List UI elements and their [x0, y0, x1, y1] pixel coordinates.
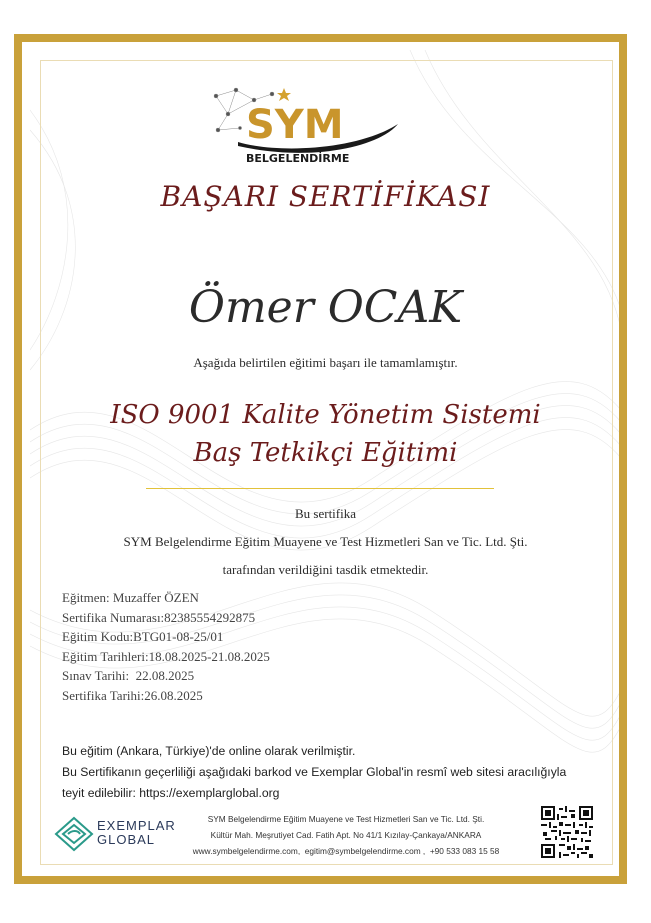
certificate-number: Sertifika Numarası:82385554292875 — [62, 609, 256, 625]
online-line-2: Bu Sertifikanın geçerliliği aşağıdaki barkod ve Exemplar Global'in resmî web sitesi aracılığıyla — [62, 765, 567, 779]
sym-belgelendirme-logo — [208, 84, 408, 168]
certification-line-3: tarafından verildiğini tasdik etmektedir. — [222, 562, 429, 577]
certificate-date: Sertifika Tarihi:26.08.2025 — [62, 687, 203, 703]
certification-line-1: Bu sertifika — [294, 506, 356, 521]
training-code: Eğitim Kodu:BTG01-08-25/01 — [62, 629, 224, 644]
online-verification-note — [62, 741, 602, 804]
completion-statement: Aşağıda belirtilen eğitimi başarı ile tamamlamıştır. — [193, 355, 458, 370]
course-title-line-1: ISO 9001 Kalite Yönetim Sistemi — [110, 400, 541, 430]
exam-date: Sınav Tarihi: 22.08.2025 — [62, 668, 195, 683]
footer-company: SYM Belgelendirme Eğitim Muayene ve Test Hizmetleri San ve Tic. Ltd. Şti. — [207, 814, 485, 824]
exemplar-global-logo-icon — [54, 816, 94, 852]
online-line-3: teyit edilebilir: https://exemplarglobal.org — [62, 786, 280, 800]
svg-text:BELGELENDİRME: BELGELENDİRME — [246, 152, 350, 165]
footer-street-address: Kültür Mah. Meşrutiyet Cad. Fatih Apt. No 41/1 Kızılay-Çankaya/ANKARA — [210, 830, 482, 840]
recipient-name: Ömer OCAK — [188, 282, 463, 333]
certification-statement — [0, 500, 651, 584]
svg-text:SYM: SYM — [246, 102, 344, 148]
certificate-title: BAŞARI SERTİFİKASI — [160, 180, 491, 213]
footer-address — [176, 811, 516, 859]
footer-contact: www.symbelgelendirme.com, egitim@symbelgelendirme.com , +90 533 083 15 58 — [192, 846, 500, 856]
course-title — [0, 396, 651, 472]
exemplar-text-line-2: GLOBAL — [97, 832, 156, 847]
exemplar-text-line-1: EXEMPLAR — [97, 818, 176, 833]
certification-line-2: SYM Belgelendirme Eğitim Muayene ve Test Hizmetleri San ve Tic. Ltd. Şti. — [123, 534, 528, 549]
training-dates: Eğitim Tarihleri:18.08.2025-21.08.2025 — [62, 648, 270, 664]
exemplar-global-logo-text — [97, 819, 176, 847]
qr-code — [541, 806, 593, 858]
trainer: Eğitmen: Muzaffer ÖZEN — [62, 590, 199, 605]
divider-line — [146, 488, 494, 489]
online-line-1: Bu eğitim (Ankara, Türkiye)'de online olarak verilmiştir. — [62, 744, 356, 758]
course-title-line-2: Baş Tetkikçi Eğitimi — [193, 438, 458, 468]
certificate-details — [62, 588, 270, 705]
